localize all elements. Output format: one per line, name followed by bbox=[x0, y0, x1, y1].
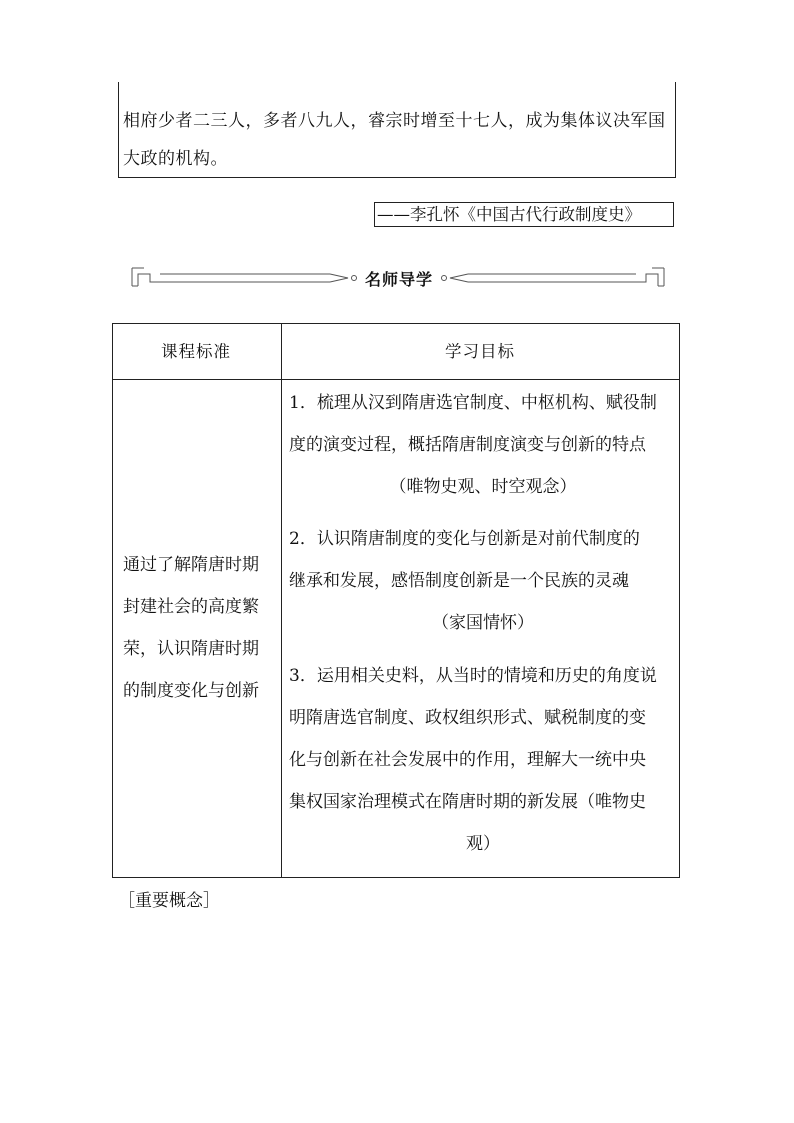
learning-goal-1 bbox=[289, 382, 677, 508]
standard-line: 封建社会的高度繁 bbox=[123, 597, 259, 617]
goal-line: 集权国家治理模式在隋唐时期的新发展（唯物史 bbox=[289, 792, 646, 812]
header-learning-goals: 学习目标 bbox=[445, 342, 515, 361]
quote-text-line-2: 大政的机构。 bbox=[123, 149, 228, 169]
quote-text-line-1: 相府少者二三人，多者八九人，睿宗时增至十七人，成为集体议决军国 bbox=[123, 111, 666, 131]
standard-line: 通过了解隋唐时期 bbox=[123, 555, 259, 575]
quote-box bbox=[118, 82, 676, 178]
goal-tag: （家国情怀） bbox=[432, 613, 534, 633]
learning-goal-2 bbox=[289, 518, 677, 644]
goal-line: 1．梳理从汉到隋唐选官制度、中枢机构、赋役制 bbox=[289, 393, 657, 413]
goal-tag: 观） bbox=[466, 834, 500, 854]
table-divider-horizontal bbox=[113, 379, 679, 380]
goal-line: 度的演变过程，概括隋唐制度演变与创新的特点 bbox=[289, 435, 646, 455]
goal-line: 明隋唐选官制度、政权组织形式、赋税制度的变 bbox=[289, 708, 646, 728]
header-course-standard: 课程标准 bbox=[161, 342, 231, 361]
course-standard-cell bbox=[123, 544, 279, 712]
goal-line: 化与创新在社会发展中的作用，理解大一统中央 bbox=[289, 750, 646, 770]
standard-line: 的制度变化与创新 bbox=[123, 681, 259, 701]
goal-line: 3．运用相关史料，从当时的情境和历史的角度说 bbox=[289, 666, 657, 686]
section-title: 名师导学 bbox=[360, 267, 438, 290]
course-table bbox=[112, 323, 680, 878]
standard-line: 荣，认识隋唐时期 bbox=[123, 639, 259, 659]
goal-line: 继承和发展，感悟制度创新是一个民族的灵魂 bbox=[289, 571, 629, 591]
goal-tag: （唯物史观、时空观念） bbox=[389, 477, 577, 497]
quote-source: ——李孔怀《中国古代行政制度史》 bbox=[374, 202, 674, 227]
table-divider-vertical bbox=[281, 324, 282, 877]
goal-line: 2．认识隋唐制度的变化与创新是对前代制度的 bbox=[289, 529, 640, 549]
learning-goal-3 bbox=[289, 655, 677, 865]
section-banner bbox=[130, 262, 666, 292]
key-concepts-label: ［重要概念］ bbox=[118, 891, 220, 911]
